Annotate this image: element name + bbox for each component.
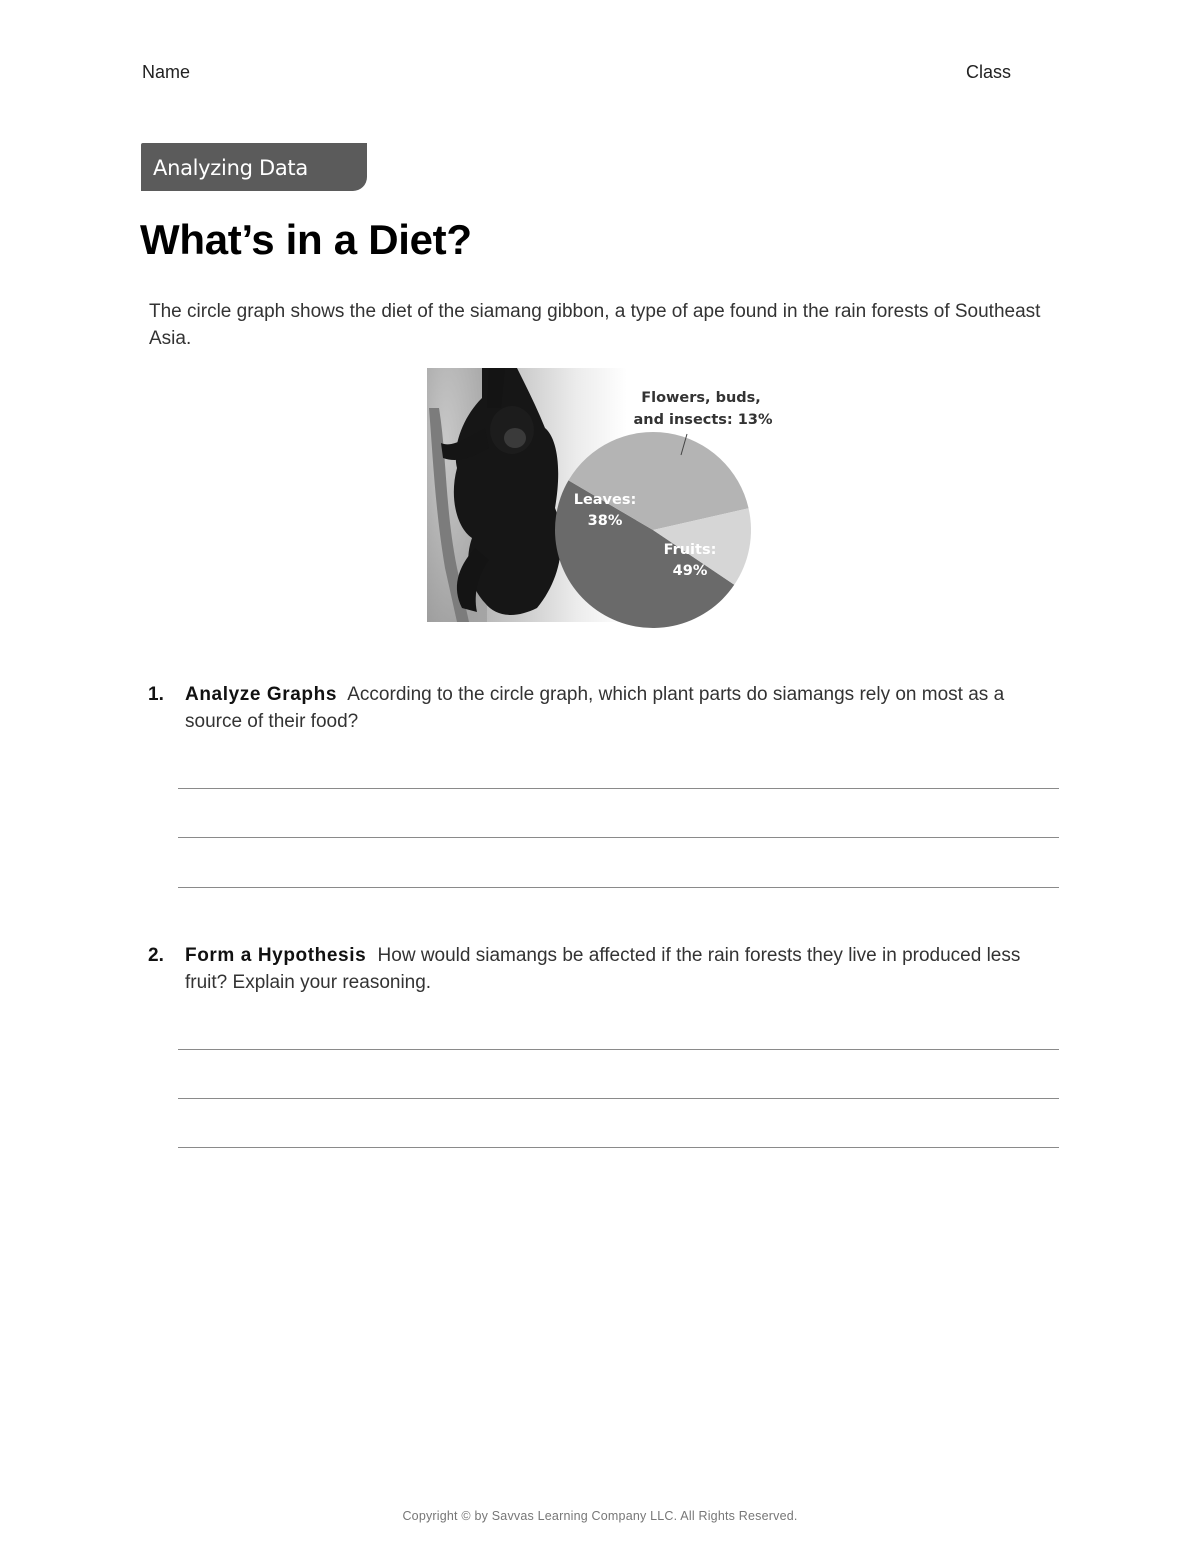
flowers-slice-label-line2: and insects: 13%: [633, 412, 773, 428]
question-number: 2.: [148, 945, 164, 966]
question-text: How would siamangs be affected if the rain forests they live in produced less fruit? Explain your reasoning.: [185, 945, 1021, 993]
page-title: What’s in a Diet?: [140, 216, 472, 263]
question-1: [148, 681, 1028, 735]
name-label: Name: [142, 62, 191, 82]
leaves-slice-value: 38%: [587, 513, 623, 529]
pie-slices: [555, 432, 751, 628]
diet-figure: [427, 368, 773, 633]
fruits-slice-value: 49%: [672, 563, 708, 579]
copyright-footer: Copyright © by Savvas Learning Company LLC. All Rights Reserved.: [402, 1509, 798, 1523]
section-banner: Analyzing Data: [141, 143, 367, 191]
class-label: Class: [966, 62, 1012, 82]
fruits-slice-label: Fruits:: [663, 542, 717, 558]
answer-line[interactable]: [178, 1098, 1059, 1099]
answer-line[interactable]: [178, 837, 1059, 838]
leaves-slice-label: Leaves:: [573, 492, 637, 508]
intro-paragraph: The circle graph shows the diet of the siamang gibbon, a type of ape found in the rain forests of Southeast Asia.: [149, 301, 1041, 349]
diet-pie-chart: [427, 368, 773, 633]
flowers-slice-label-line1: Flowers, buds,: [641, 390, 761, 406]
answer-line[interactable]: [178, 1147, 1059, 1148]
question-text: According to the circle graph, which plant parts do siamangs rely on most as a source of their food?: [185, 684, 1005, 732]
answer-line[interactable]: [178, 1049, 1059, 1050]
question-number: 1.: [148, 684, 164, 705]
answer-line[interactable]: [178, 887, 1059, 888]
question-heading: Form a Hypothesis: [185, 945, 367, 966]
answer-line[interactable]: [178, 788, 1059, 789]
question-2: [148, 942, 1028, 996]
question-heading: Analyze Graphs: [185, 684, 338, 705]
